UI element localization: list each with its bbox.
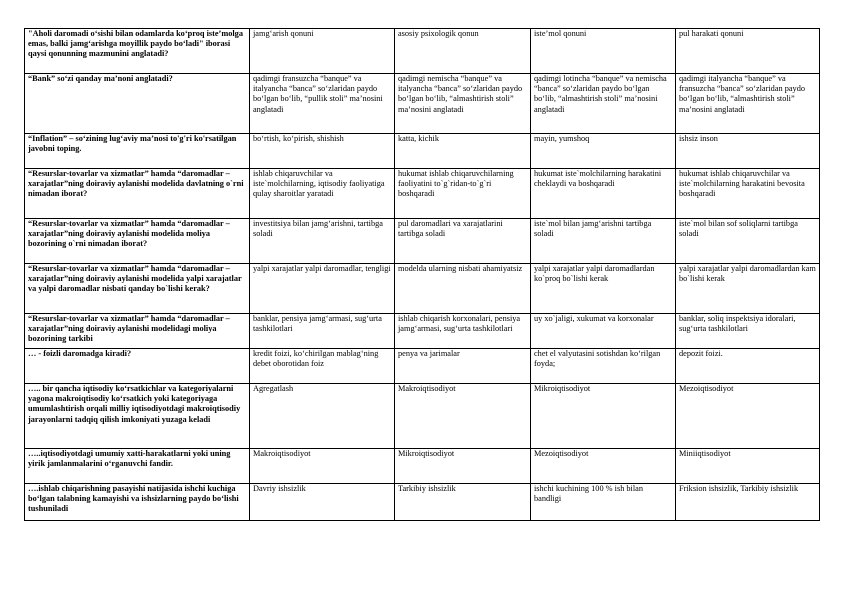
- question-cell: “Resurslar-tovarlar va xizmatlar” hamda “daromadlar – xarajatlar”ning doiraviy aylanishi modelida davlatning o`rni nimadan iborat?: [25, 169, 250, 219]
- answer-cell: Mikroiqtisodiyot: [531, 384, 676, 449]
- answer-cell: pul daromadlari va xarajatlarini tartibga soladi: [395, 219, 531, 264]
- answer-cell: hukumat ishlab chiqaruvchilar va iste`molchilarning harakatini bevosita boshqaradi: [676, 169, 820, 219]
- table-row: [25, 134, 820, 169]
- table-row: [25, 384, 820, 449]
- answer-cell: qadimgi fransuzcha “banque” va italyancha “banca” so‘zlaridan paydo bo‘lgan bo‘lib, “pullik stoli” ma’nosini anglatadi: [250, 74, 395, 134]
- answer-cell: Mezoiqtisodiyot: [531, 449, 676, 484]
- answer-cell: Makroiqtisodiyot: [395, 384, 531, 449]
- answer-cell: Tarkibiy ishsizlik: [395, 484, 531, 521]
- table-row: [25, 314, 820, 349]
- answer-cell: depozit foizi.: [676, 349, 820, 384]
- answer-cell: ishlab chiqaruvchilar va iste`molchilarning, iqtisodiy faoliyatiga qulay sharoitlar yaratadi: [250, 169, 395, 219]
- answer-cell: ishlab chiqarish korxonalari, pensiya jamg‘armasi, sug‘urta tashkilotlari: [395, 314, 531, 349]
- answer-cell: hukumat ishlab chiqaruvchilarning faoliyatini to`g`ridan-to`g`ri boshqaradi: [395, 169, 531, 219]
- table-row: [25, 29, 820, 74]
- answer-cell: modelda ularning nisbati ahamiyatsiz: [395, 264, 531, 314]
- answer-cell: iste`mol bilan sof soliqlarni tartibga soladi: [676, 219, 820, 264]
- question-cell: "Aholi daromadi o‘sishi bilan odamlarda ko‘proq iste’molga emas, balki jamg‘arishga moyillik paydo bo‘ladi" iborasi qaysi qonunning mazmunini anglatadi?: [25, 29, 250, 74]
- answer-cell: uy xo`jaligi, xukumat va korxonalar: [531, 314, 676, 349]
- question-cell: “Bank” so‘zi qanday ma’noni anglatadi?: [25, 74, 250, 134]
- answer-cell: ishchi kuchining 100 % ish bilan bandligi: [531, 484, 676, 521]
- answer-cell: mayin, yumshoq: [531, 134, 676, 169]
- answer-cell: yalpi xarajatlar yalpi daromadlar, tengligi: [250, 264, 395, 314]
- answer-cell: iste`mol bilan jamg‘arishni tartibga soladi: [531, 219, 676, 264]
- answer-cell: Agregatlash: [250, 384, 395, 449]
- answer-cell: banklar, pensiya jamg‘armasi, sug‘urta tashkilotlari: [250, 314, 395, 349]
- table-row: [25, 349, 820, 384]
- question-table-body: [25, 29, 820, 521]
- answer-cell: Makroiqtisodiyot: [250, 449, 395, 484]
- question-cell: “Resurslar-tovarlar va xizmatlar” hamda “daromadlar – xarajatlar”ning doiraviy aylanishi modelida yalpi xarajatlar va yalpi daromadlar nisbati qanday bo`lishi kerak?: [25, 264, 250, 314]
- answer-cell: katta, kichik: [395, 134, 531, 169]
- answer-cell: jamg‘arish qonuni: [250, 29, 395, 74]
- question-cell: … - foizli daromadga kiradi?: [25, 349, 250, 384]
- question-table: [24, 28, 820, 521]
- table-row: [25, 169, 820, 219]
- answer-cell: investitsiya bilan jamg‘arishni, tartibga soladi: [250, 219, 395, 264]
- question-cell: “Inflation” – so‘zining lug‘aviy ma’nosi to'g'ri ko'rsatilgan javobni toping.: [25, 134, 250, 169]
- answer-cell: pul harakati qonuni: [676, 29, 820, 74]
- question-cell: “Resurslar-tovarlar va xizmatlar” hamda “daromadlar – xarajatlar”ning doiraviy aylanishi modelida moliya bozorining o`rni nimadan iborat?: [25, 219, 250, 264]
- answer-cell: qadimgi italyancha “banque” va fransuzcha “banca” so‘zlaridan paydo bo‘lgan bo‘lib, “almashtirish stoli” ma’nosini anglatadi: [676, 74, 820, 134]
- answer-cell: qadimgi nemischa “banque” va italyancha “banca” so‘zlaridan paydo bo‘lgan bo‘lib, “almashtirish stoli” ma’nosini anglatadi: [395, 74, 531, 134]
- answer-cell: Miniiqtisodiyot: [676, 449, 820, 484]
- answer-cell: Friksion ishsizlik, Tarkibiy ishsizlik: [676, 484, 820, 521]
- answer-cell: penya va jarimalar: [395, 349, 531, 384]
- answer-cell: qadimgi lotincha “banque” va nemischa “banca” so‘zlaridan paydo bo‘lgan bo‘lib, “almashtirish stoli” ma’nosini anglatadi: [531, 74, 676, 134]
- answer-cell: ishsiz inson: [676, 134, 820, 169]
- answer-cell: chet el valyutasini sotishdan ko‘rilgan foyda;: [531, 349, 676, 384]
- table-row: [25, 74, 820, 134]
- answer-cell: asosiy psixologik qonun: [395, 29, 531, 74]
- table-row: [25, 449, 820, 484]
- table-row: [25, 219, 820, 264]
- answer-cell: bo‘rtish, ko‘pirish, shishish: [250, 134, 395, 169]
- table-row: [25, 264, 820, 314]
- question-cell: …..iqtisodiyotdagi umumiy xatti-harakatlarni yoki uning yirik jamlanmalarini o‘rganuvchi fandir.: [25, 449, 250, 484]
- question-cell: ….ishlab chiqarishning pasayishi natijasida ishchi kuchiga bo‘lgan talabning kamayishi va ishsizlarning paydo bo‘lishi tushuniladi: [25, 484, 250, 521]
- question-cell: “Resurslar-tovarlar va xizmatlar” hamda “daromadlar – xarajatlar”ning doiraviy aylanishi modelidagi moliya bozorining tarkibi: [25, 314, 250, 349]
- answer-cell: kredit foizi, ko‘chirilgan mablag‘ning debet oborotidan foiz: [250, 349, 395, 384]
- answer-cell: Davriy ishsizlik: [250, 484, 395, 521]
- answer-cell: yalpi xarajatlar yalpi daromadlardan ko`proq bo`lishi kerak: [531, 264, 676, 314]
- question-cell: ….. bir qancha iqtisodiy ko‘rsatkichlar va kategoriyalarni yagona makroiqtisodiy ko‘rsatkich yoki kategoriyaga umumlashtirish orqali milliy iqtisodiyotdagi makroiqtisodiy jarayonlarni tadqiq qilish imkoniyati yuzaga keladi: [25, 384, 250, 449]
- answer-cell: hukumat iste`molchilarning harakatini cheklaydi va boshqaradi: [531, 169, 676, 219]
- answer-cell: iste’mol qonuni: [531, 29, 676, 74]
- table-row: [25, 484, 820, 521]
- answer-cell: yalpi xarajatlar yalpi daromadlardan kam bo`lishi kerak: [676, 264, 820, 314]
- answer-cell: banklar, soliq inspektsiya idoralari, sug‘urta tashkilotlari: [676, 314, 820, 349]
- answer-cell: Mezoiqtisodiyot: [676, 384, 820, 449]
- answer-cell: Mikroiqtisodiyot: [395, 449, 531, 484]
